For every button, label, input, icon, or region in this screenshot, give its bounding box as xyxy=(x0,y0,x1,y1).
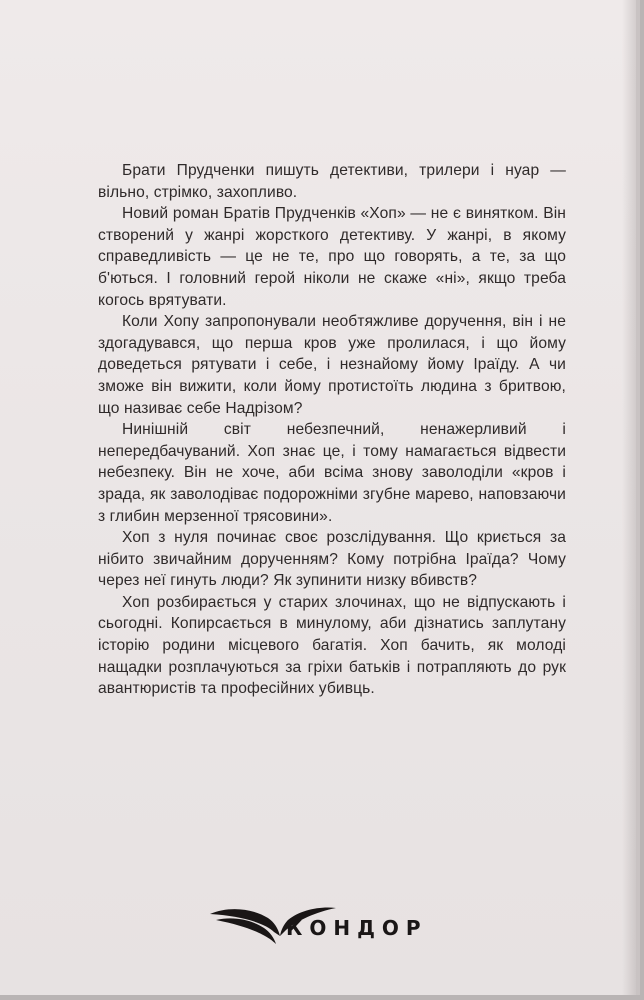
blurb-paragraph-4: Нинішній світ небезпечний, ненажерливий і непередбачуваний. Хоп знає це, і тому намагається відвести небезпеку. Він не хоче, аби всіма знову заволоділи «кров і зрада, як заволодіває подорожніми згубне марево, наповзаючи з глибин мерзенної трясовини». xyxy=(98,421,566,525)
blurb-paragraph-2: Новий роман Братів Прудченків «Хоп» — не є винятком. Він створений у жанрі жорсткого детективу. У жанрі, в якому справедливість — це не те, про що говорять, а те, за що б'ються. І головний герой ніколи не скаже «ні», якщо треба когось врятувати. xyxy=(98,205,566,309)
cover-blurb xyxy=(98,160,566,700)
blurb-paragraph-1: Брати Прудченки пишуть детективи, трилери і нуар — вільно, стрімко, захопливо. xyxy=(98,162,566,201)
publisher-logo xyxy=(208,902,438,952)
publisher-name: КОНДОР xyxy=(286,916,428,940)
blurb-paragraph-3: Коли Хопу запропонували необтяжливе доручення, він і не здогадувався, що перша кров уже пролилася, і що йому доведеться рятувати і себе, і незнайому йому Іраїду. А чи зможе він вижити, коли йому протистоїть людина з бритвою, що називає себе Надрізом? xyxy=(98,313,566,417)
blurb-paragraph-5: Хоп з нуля починає своє розслідування. Що криється за нібито звичайним дорученням? Кому потрібна Іраїда? Чому через неї гинуть люди? Як зупинити низку вбивств? xyxy=(98,529,566,590)
blurb-paragraph-6: Хоп розбирається у старих злочинах, що не відпускають і сьогодні. Копирсається в минулому, аби дізнатись заплутану історію родини місцевого багатія. Хоп бачить, як молоді нащадки розплачуються за гріхи батьків і потрапляють до рук авантюристів та професійних убивць. xyxy=(98,593,566,698)
